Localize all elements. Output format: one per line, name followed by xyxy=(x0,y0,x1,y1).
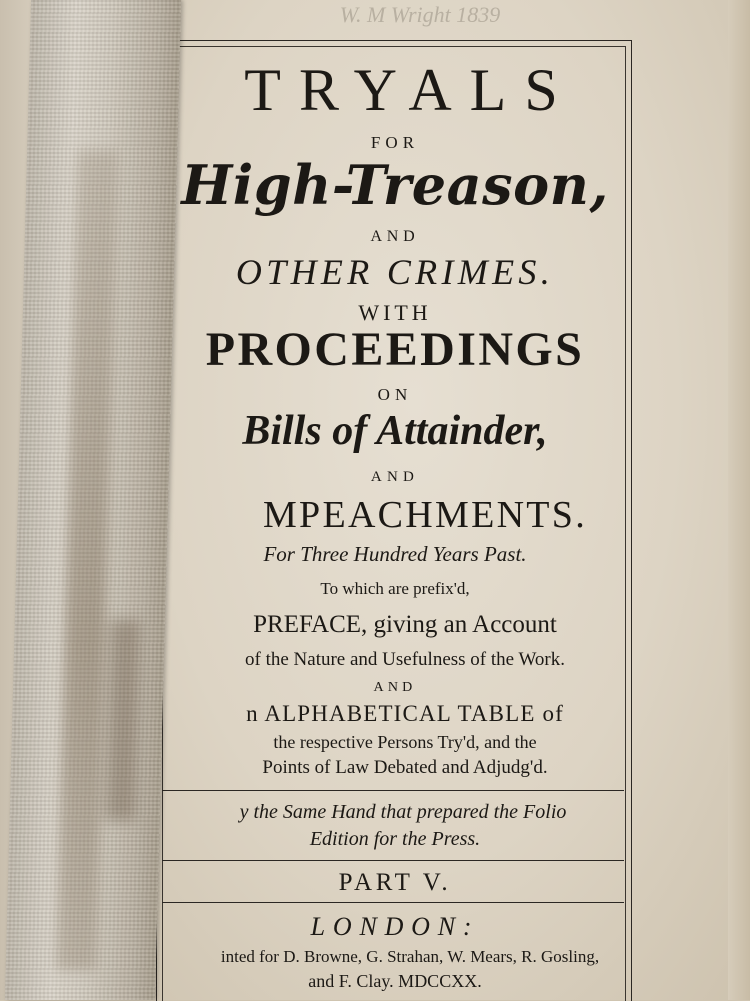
title-printed-for: inted for D. Browne, G. Strahan, W. Mears, R. Gosling, xyxy=(220,947,600,966)
title-and-1: AND xyxy=(370,228,420,245)
title-high-treason: High-Treason, xyxy=(181,153,609,217)
rule-above-london xyxy=(162,902,624,903)
handwritten-signature: W. M Wright 1839 xyxy=(339,2,501,27)
title-clay-date: and F. Clay. MDCCXX. xyxy=(308,971,482,991)
title-part-v: PART V. xyxy=(338,869,452,896)
title-and-3: AND xyxy=(373,680,417,695)
rule-above-same-hand xyxy=(162,790,624,791)
title-proceedings: PROCEEDINGS xyxy=(205,323,585,376)
title-other-crimes: OTHER CRIMES. xyxy=(235,252,555,292)
title-preface: PREFACE, giving an Account xyxy=(253,611,557,638)
title-alphabetical-table: n ALPHABETICAL TABLE of xyxy=(246,701,564,726)
title-tryals: TRYALS xyxy=(244,57,576,123)
title-prefixd: To which are prefix'd, xyxy=(320,579,470,598)
title-london: LONDON: xyxy=(310,912,480,941)
title-respective-persons: the respective Persons Try'd, and the xyxy=(273,732,537,752)
title-and-2: AND xyxy=(370,469,420,485)
title-same-hand: y the Same Hand that prepared the Folio xyxy=(239,801,567,823)
title-bills-of-attainder: Bills of Attainder, xyxy=(242,408,548,454)
title-edition-for-press: Edition for the Press. xyxy=(309,828,481,850)
rule-above-part xyxy=(162,860,624,861)
title-nature-usefulness: of the Nature and Usefulness of the Work. xyxy=(245,649,565,670)
title-with: WITH xyxy=(358,300,432,325)
binding-stain xyxy=(56,150,117,970)
title-impeachments: MPEACHMENTS. xyxy=(262,494,587,536)
cloth-binding-strip xyxy=(5,0,181,1000)
title-three-hundred-years: For Three Hundred Years Past. xyxy=(263,542,527,566)
page-edge xyxy=(728,0,750,1000)
title-points-of-law: Points of Law Debated and Adjudg'd. xyxy=(262,757,548,778)
title-on: ON xyxy=(377,385,413,404)
title-for: FOR xyxy=(370,133,420,152)
binding-stain-lower xyxy=(105,620,140,820)
